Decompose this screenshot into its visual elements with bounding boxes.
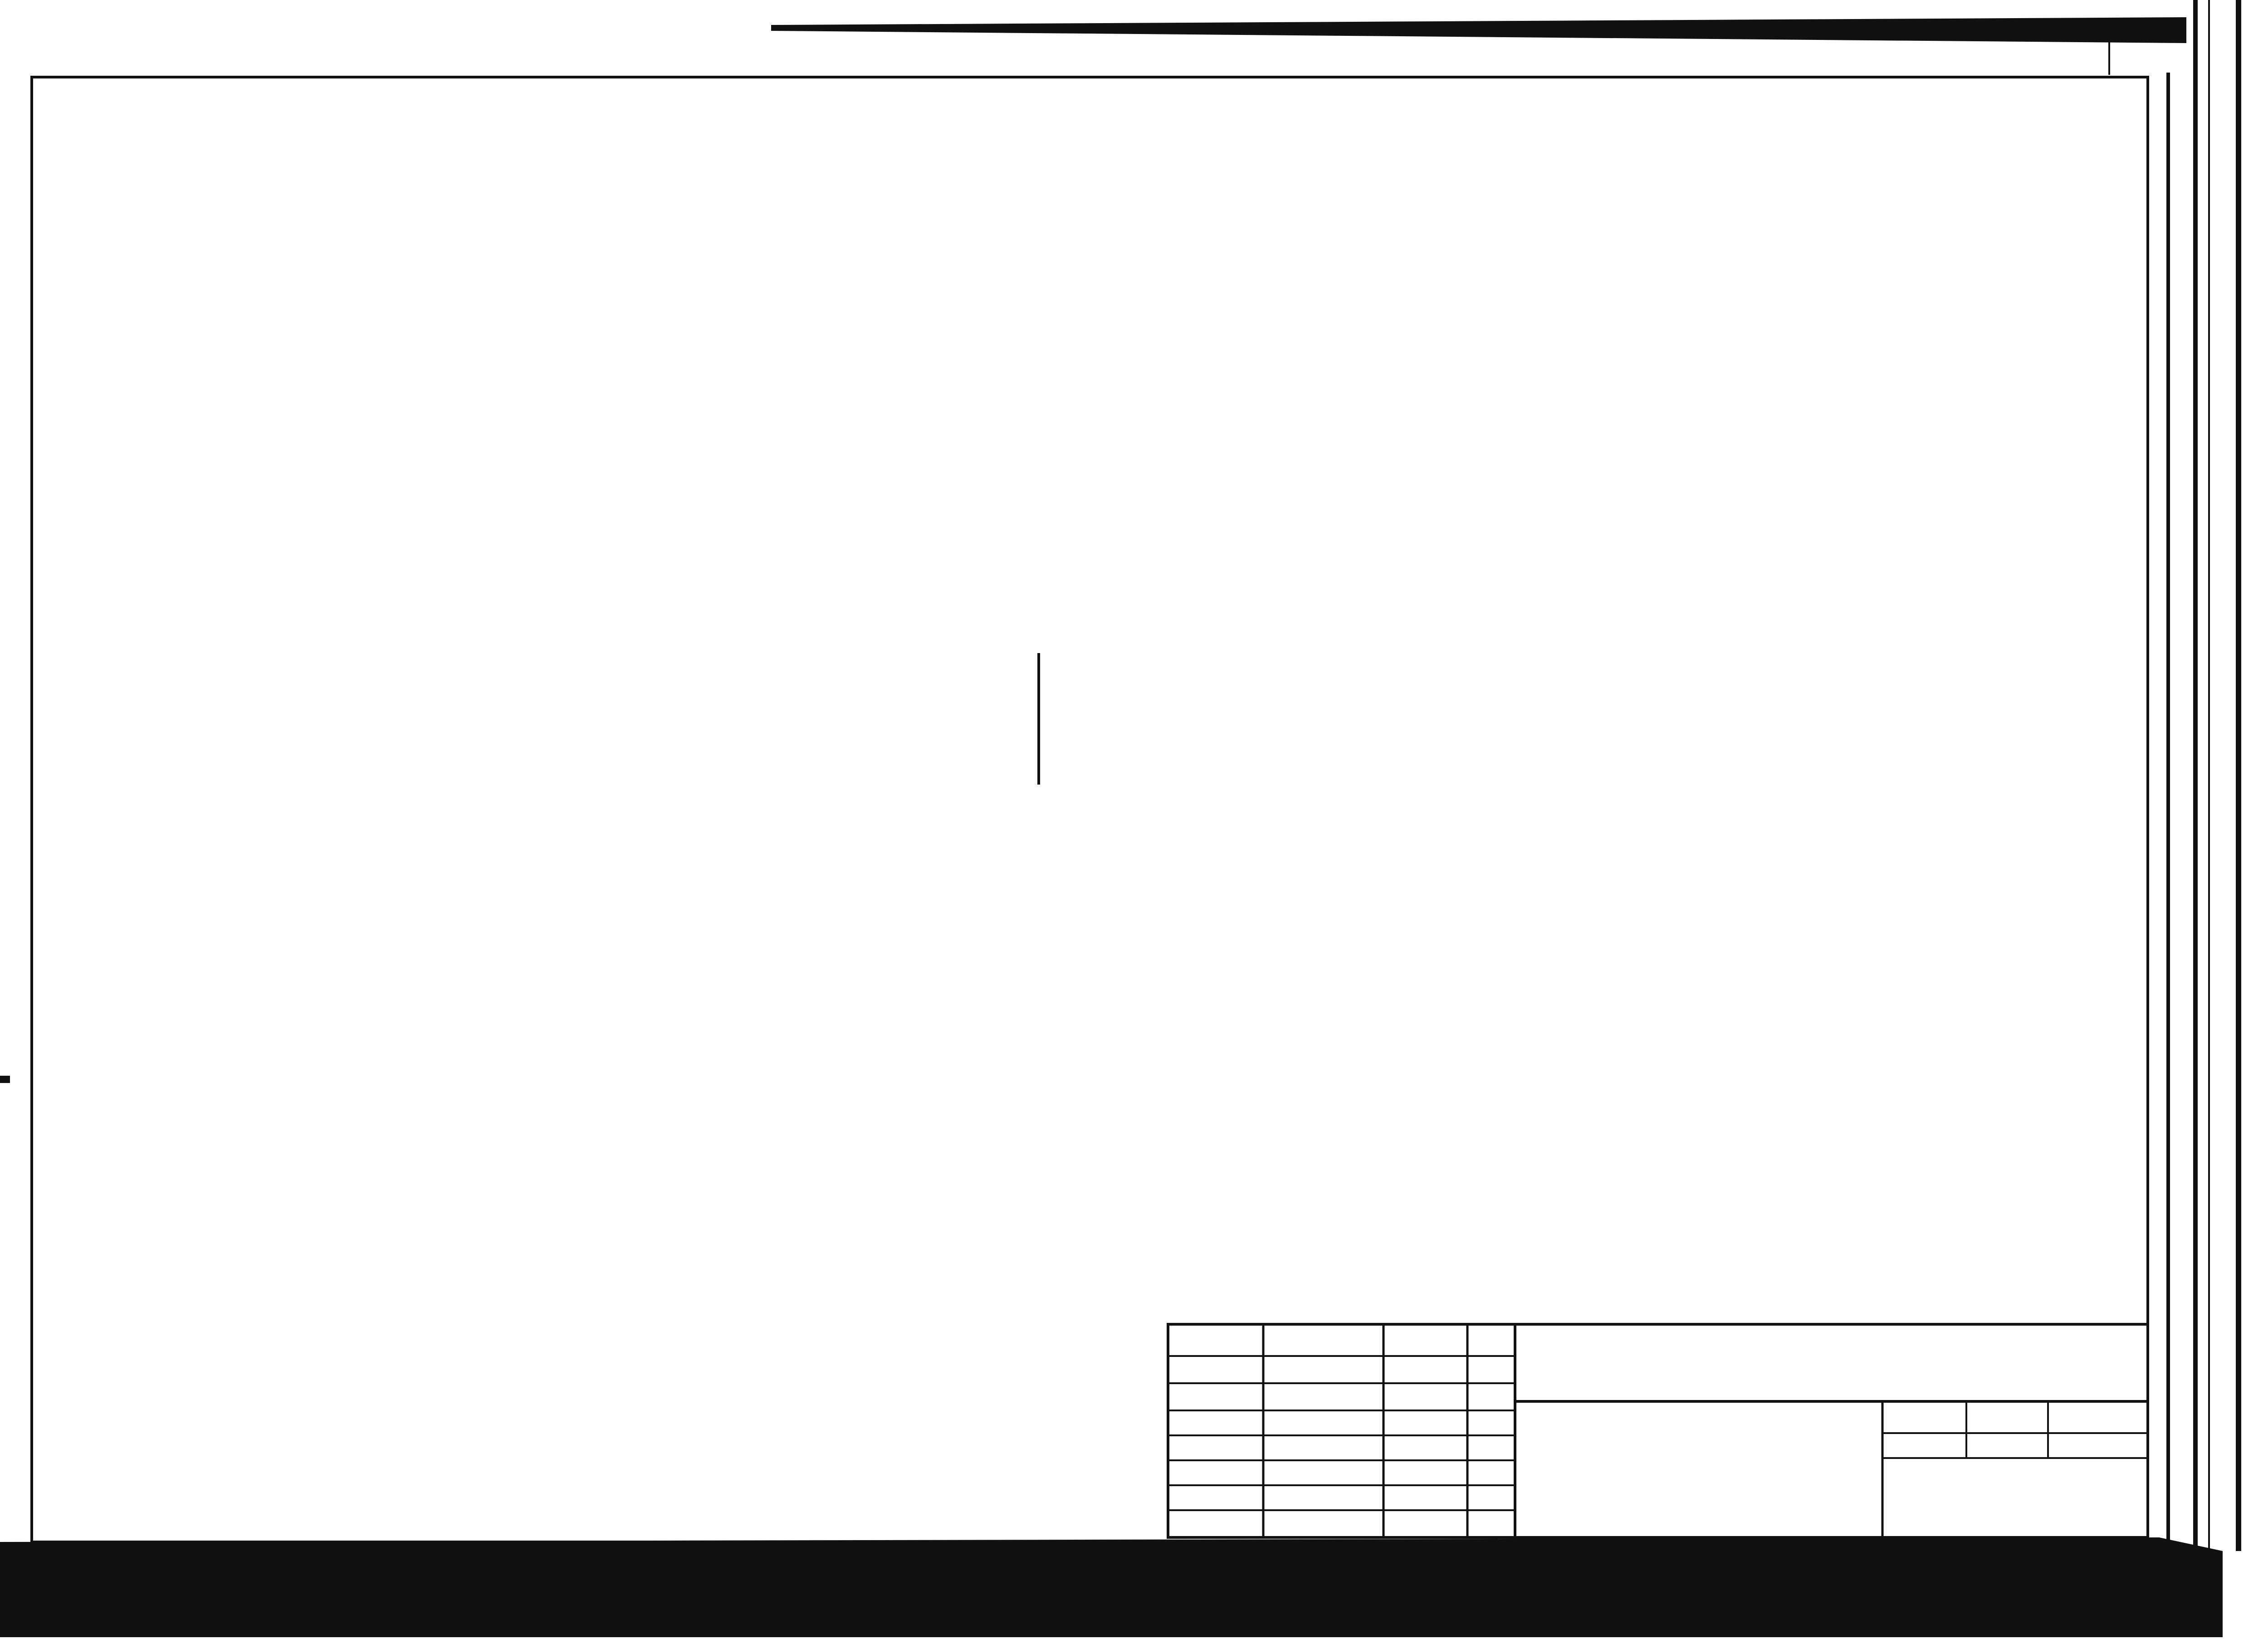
title-block — [1168, 1324, 2148, 1537]
